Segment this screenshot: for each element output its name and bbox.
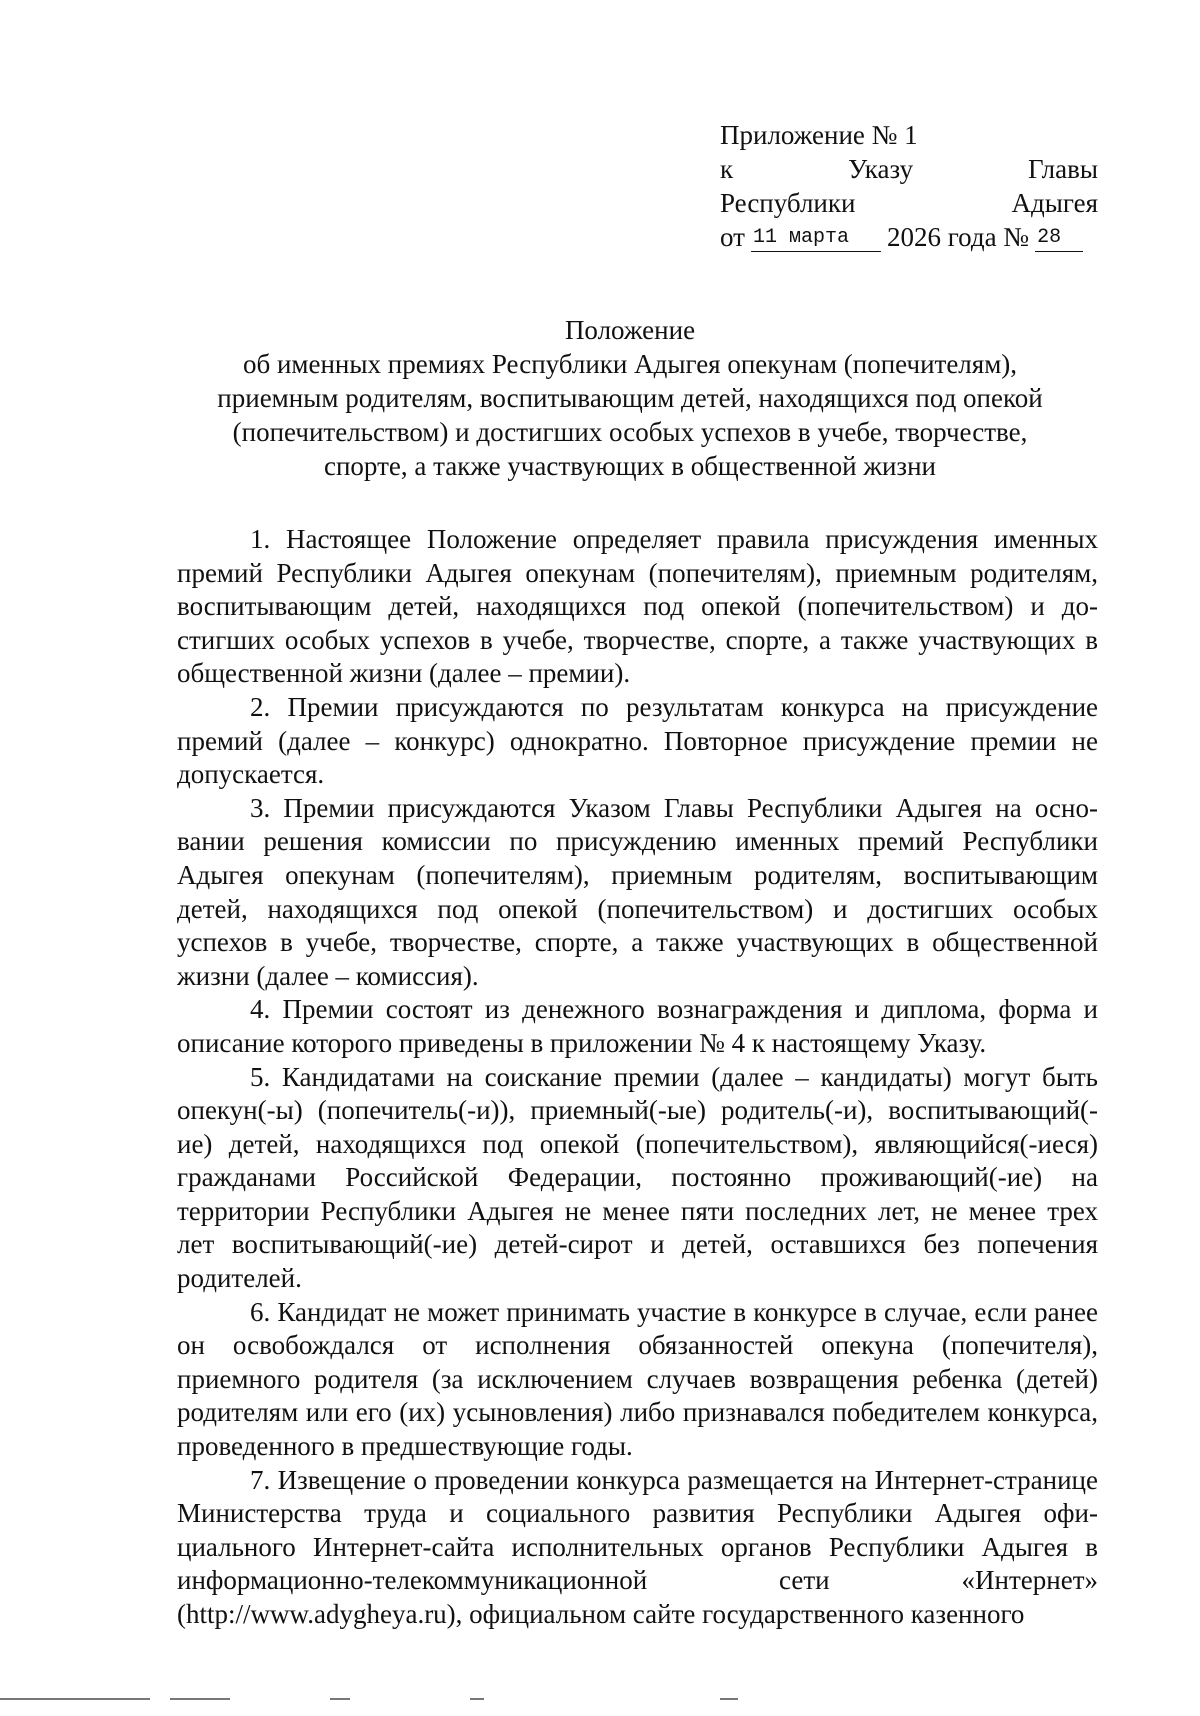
appendix-title: Приложение № 1 xyxy=(720,120,918,150)
paragraph-2: 2. Премии присуждаются по результатам конкурса на присуждение премий (далее – конкурс) однократно. Повторное присуждение премии не допускается. xyxy=(177,691,1098,790)
paragraph-4: 4. Премии состоят из денежного вознаграждения и диплома, форма и описание которого приведены в приложении № 4 к настоящему Указу. xyxy=(177,994,1098,1058)
date-prefix: от xyxy=(720,222,745,252)
document-title xyxy=(150,313,1110,483)
paragraph-6: 6. Кандидат не может принимать участие в конкурсе в случае, если ранее он освобождался от исполнения обязанностей опекуна (попечителя), приемного родителя (за исключением случаев возвращения ребенка (детей) родителям или его (их) усыновления) либо признавался победителем конкурса, проведенного в предшествующие годы. xyxy=(177,1296,1098,1462)
appendix-word-head: Главы xyxy=(1028,154,1098,184)
appendix-line-1 xyxy=(720,118,1098,152)
appendix-word-decree: Указу xyxy=(848,154,914,184)
appendix-header xyxy=(720,118,1098,254)
appendix-date-line xyxy=(720,220,1098,254)
title-line-1: об именных премиях Республики Адыгея опекунам (попечителям), xyxy=(242,349,1018,379)
number-fill-field: 28 xyxy=(1035,225,1083,252)
title-line-2: приемным родителям, воспитывающим детей, находящихся под опекой xyxy=(217,383,1043,413)
appendix-line-2 xyxy=(720,152,1098,186)
paragraph-7: 7. Извещение о проведении конкурса размещается на Интернет-странице Министерства труда и социального развития Республики Адыгея официального Интернет-сайта исполнительных органов Республики Адыгея в информационно-телекоммуникационной сети «Интернет» (http://www.adygheya.ru), официальном сайте государственного казенного xyxy=(177,1464,1098,1629)
title-line-4: спорте, а также участвующих в общественной жизни xyxy=(324,451,936,481)
appendix-word-adygea: Адыгея xyxy=(1011,188,1098,218)
appendix-word-republic: Республики xyxy=(720,188,856,218)
paragraph-3: 3. Премии присуждаются Указом Главы Республики Адыгея на основании решения комиссии по присуждению именных премий Республики Адыгея опекунам (попечителям), приемным родителям, воспитывающим детей, находящихся под опекой (попечительством) и достигших особых успехов в учебе, творчестве, спорте, а также участвующих в общественной жизни (далее – комиссия). xyxy=(177,792,1098,991)
document-body xyxy=(177,523,1098,1632)
date-suffix: 2026 года № xyxy=(886,222,1030,252)
paragraph-1: 1. Настоящее Положение определяет правила присуждения именных премий Республики Адыгея опекунам (попечителям), приемным родителям, воспитывающим детей, находящихся под опекой (попечительством) и достигших особых успехов в учебе, творчестве, спорте, а также участвующих в общественной жизни (далее – премии). xyxy=(177,524,1098,689)
appendix-word-to: к xyxy=(720,154,734,184)
date-fill-field: 11 марта xyxy=(751,225,881,252)
scan-edge-artifact xyxy=(0,1694,1200,1708)
appendix-line-3 xyxy=(720,186,1098,220)
paragraph-5: 5. Кандидатами на соискание премии (далее – кандидаты) могут быть опекун(-ы) (попечитель(-и)), приемный(-ые) родитель(-и), воспитывающий(-ие) детей, находящихся под опекой (попечительством), являющийся(-иеся) гражданами Российской Федерации, постоянно проживающий(-ие) на территории Республики Адыгея не менее пяти последних лет, не менее трех лет воспитывающий(-ие) детей-сирот и детей, оставшихся без попечения родителей. xyxy=(177,1061,1098,1294)
title-line-3: (попечительством) и достигших особых успехов в учебе, творчестве, xyxy=(232,417,1028,447)
title-heading: Положение xyxy=(564,315,696,345)
